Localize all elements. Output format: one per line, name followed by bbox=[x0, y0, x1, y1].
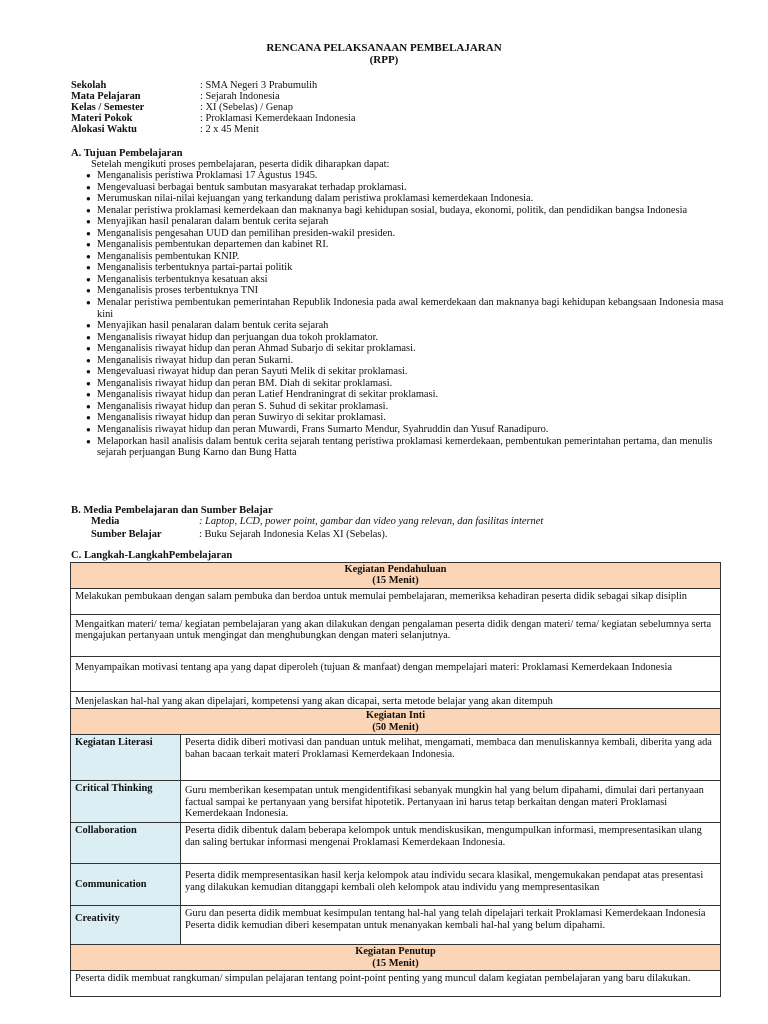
list-item: ● Menyajikan hasil penalaran dalam bentuk cerita sejarah bbox=[86, 320, 726, 332]
table-row bbox=[71, 971, 721, 997]
pendahuluan-header bbox=[71, 563, 721, 589]
list-item: ● Menganalisis riwayat hidup dan peran Suwiryo di sekitar proklamasi. bbox=[86, 412, 726, 424]
document-title: RENCANA PELAKSANAAN PEMBELAJARAN bbox=[266, 42, 502, 54]
list-item: ● Menganalisis riwayat hidup dan peran Ahmad Subarjo di sekitar proklamasi. bbox=[86, 343, 726, 355]
list-item: ● Menganalisis proses terbentuknya TNI bbox=[86, 285, 726, 297]
list-item: ● Menalar peristiwa pembentukan pemerintahan Republik Indonesia pada awal kemerdekaan dan maknanya bagi kehidupan kebangsaan Indonesia masa kini bbox=[86, 297, 726, 320]
list-item: ● Menganalisis terbentuknya kesatuan aksi bbox=[86, 274, 726, 286]
table-row bbox=[71, 588, 721, 614]
table-row bbox=[71, 945, 721, 971]
table-cell: Guru memberikan kesempatan untuk mengidentifikasi sebanyak mungkin hal yang belum dipahami, dimulai dari pertanyaan factual sampai ke pertanyaan yang bersifat hipotetik. Pertanyaan ini harus tetap berkaitan dengan materi Proklamasi Kemerdekaan Indonesia. bbox=[181, 781, 721, 823]
list-item: ● Menganalisis riwayat hidup dan peran S. Suhud di sekitar proklamasi. bbox=[86, 401, 726, 413]
identity-value: : 2 x 45 Menit bbox=[200, 124, 259, 135]
table-cell: Menjelaskan hal-hal yang akan dipelajari, kompetensi yang akan dicapai, serta metode belajar yang akan ditempuh bbox=[71, 691, 721, 709]
table-cell-label: Communication bbox=[71, 864, 181, 906]
table-row bbox=[71, 781, 721, 823]
table-row bbox=[71, 823, 721, 864]
table-cell: Guru dan peserta didik membuat kesimpulan tentang hal-hal yang telah dipelajari terkait Proklamasi Kemerdekaan Indonesia Peserta didik kemudian diberi kesempatan untuk menanyakan kembali hal-hal yang belum dipahami. bbox=[181, 906, 721, 945]
identity-label: Kelas / Semester bbox=[71, 102, 145, 113]
table-cell: Menyampaikan motivasi tentang apa yang dapat diperoleh (tujuan & manfaat) dengan mempelajari materi: Proklamasi Kemerdekaan Indonesia bbox=[71, 656, 721, 691]
table-row bbox=[71, 864, 721, 906]
pendahuluan-time: (15 Menit) bbox=[372, 575, 419, 587]
section-b-heading: B. Media Pembelajaran dan Sumber Belajar bbox=[71, 505, 273, 516]
table-cell-label: Collaboration bbox=[71, 823, 181, 864]
identity-label: Materi Pokok bbox=[71, 113, 133, 124]
identity-value: : Sejarah Indonesia bbox=[200, 91, 280, 102]
table-cell: Peserta didik diberi motivasi dan panduan untuk melihat, mengamati, membaca dan menuliskannya kembali, diberita yang ada bahan bacaan terkait materi Proklamasi Kemerdekaan Indonesia. bbox=[181, 735, 721, 781]
identity-value: : XI (Sebelas) / Genap bbox=[200, 102, 293, 113]
list-item: ● Menyajikan hasil penalaran dalam bentuk cerita sejarah bbox=[86, 216, 726, 228]
table-cell: Peserta didik mempresentasikan hasil kerja kelompok atau individu secara klasikal, mengemukakan pendapat atas presentasi yang dilakukan kemudian ditanggapi kembali oleh kelompok atau individu yang mempresentasikan bbox=[181, 864, 721, 906]
list-item: ● Mengevaluasi riwayat hidup dan peran Sayuti Melik di sekitar proklamasi. bbox=[86, 366, 726, 378]
section-a-intro: Setelah mengikuti proses pembelajaran, peserta didik diharapkan dapat: bbox=[91, 159, 390, 170]
source-value: : Buku Sejarah Indonesia Kelas XI (Sebelas). bbox=[199, 529, 388, 540]
list-item: ● Menganalisis riwayat hidup dan peran Sukarni. bbox=[86, 355, 726, 367]
list-item: ● Menganalisis riwayat hidup dan peran Latief Hendraningrat di sekitar proklamasi. bbox=[86, 389, 726, 401]
list-item: ● Menganalisis pembentukan departemen dan kabinet RI. bbox=[86, 239, 726, 251]
list-item: ● Melaporkan hasil analisis dalam bentuk cerita sejarah tentang peristiwa proklamasi kemerdekaan, pembentukan pemerintahan pertama, dan menulis sejarah perjuangan Bung Karno dan Bung Hatta bbox=[86, 436, 726, 459]
table-row bbox=[71, 906, 721, 945]
learning-steps-table bbox=[70, 562, 721, 997]
list-item: ● Menganalisis riwayat hidup dan peran Muwardi, Frans Sumarto Mendur, Syahruddin dan Yusuf Ranadipuro. bbox=[86, 424, 726, 436]
list-item: ● Menganalisis peristiwa Proklamasi 17 Agustus 1945. bbox=[86, 170, 726, 182]
identity-label: Sekolah bbox=[71, 80, 107, 91]
table-row bbox=[71, 614, 721, 656]
media-value: : Laptop, LCD, power point, gambar dan video yang relevan, dan fasilitas internet bbox=[199, 516, 544, 527]
list-item: ● Menganalisis riwayat hidup dan peran BM. Diah di sekitar proklamasi. bbox=[86, 378, 726, 390]
inti-time: (50 Menit) bbox=[372, 721, 419, 733]
table-row bbox=[71, 656, 721, 691]
pendahuluan-title: Kegiatan Pendahuluan bbox=[344, 564, 447, 575]
identity-value: : Proklamasi Kemerdekaan Indonesia bbox=[200, 113, 356, 124]
media-label: Media bbox=[91, 516, 120, 527]
table-cell-label: Kegiatan Literasi bbox=[71, 735, 181, 781]
inti-title: Kegiatan Inti bbox=[365, 710, 426, 722]
table-row bbox=[71, 563, 721, 589]
list-item: ● Menganalisis pengesahan UUD dan pemilihan presiden-wakil presiden. bbox=[86, 228, 726, 240]
identity-label: Mata Pelajaran bbox=[71, 91, 141, 102]
table-row bbox=[71, 735, 721, 781]
table-row bbox=[71, 691, 721, 709]
identity-label: Alokasi Waktu bbox=[71, 124, 137, 135]
list-item: ● Menganalisis terbentuknya partai-partai politik bbox=[86, 262, 726, 274]
table-cell-label: Creativity bbox=[71, 906, 181, 945]
section-a-heading: A. Tujuan Pembelajaran bbox=[71, 148, 183, 159]
table-cell-label: Critical Thinking bbox=[71, 781, 181, 823]
table-cell: Peserta didik membuat rangkuman/ simpulan pelajaran tentang point-point penting yang muncul dalam kegiatan pembelajaran yang baru dilakukan. bbox=[71, 971, 721, 997]
table-cell: Mengaitkan materi/ tema/ kegiatan pembelajaran yang akan dilakukan dengan pengalaman peserta didik dengan materi/ tema/ kegiatan sebelumnya serta mengajukan pertanyaan untuk mengingat dan menghubungkan dengan materi selanjutnya. bbox=[71, 614, 721, 656]
penutup-time: (15 Menit) bbox=[372, 957, 419, 969]
table-cell: Melakukan pembukaan dengan salam pembuka dan berdoa untuk memulai pembelajaran, memeriksa kehadiran peserta didik sebagai sikap disiplin bbox=[71, 588, 721, 614]
table-cell: Peserta didik dibentuk dalam beberapa kelompok untuk mendiskusikan, mengumpulkan informasi, mempresentasikan ulang dan saling bertukar informasi mengenai Proklamasi Kemerdekaan Indonesia. bbox=[181, 823, 721, 864]
list-item: ● Menganalisis riwayat hidup dan perjuangan dua tokoh proklamator. bbox=[86, 332, 726, 344]
identity-value: : SMA Negeri 3 Prabumulih bbox=[200, 80, 318, 91]
document-subtitle: (RPP) bbox=[369, 54, 399, 66]
list-item: ● Menganalisis pembentukan KNIP. bbox=[86, 251, 726, 263]
table-row bbox=[71, 709, 721, 735]
inti-header bbox=[71, 709, 721, 735]
list-item: ● Menalar peristiwa proklamasi kemerdekaan dan maknanya bagi kehidupan sosial, budaya, ekonomi, politik, dan pendidikan bangsa Indonesia bbox=[86, 205, 726, 217]
list-item: ● Mengevaluasi berbagai bentuk sambutan masyarakat terhadap proklamasi. bbox=[86, 182, 726, 194]
list-item: ● Merumuskan nilai-nilai kejuangan yang terkandung dalam peristiwa proklamasi kemerdekaan Indonesia. bbox=[86, 193, 726, 205]
penutup-header bbox=[71, 945, 721, 971]
penutup-title: Kegiatan Penutup bbox=[355, 946, 436, 958]
source-label: Sumber Belajar bbox=[91, 529, 162, 540]
objectives-list bbox=[86, 170, 726, 459]
section-c-heading: C. Langkah-LangkahPembelajaran bbox=[71, 550, 233, 561]
